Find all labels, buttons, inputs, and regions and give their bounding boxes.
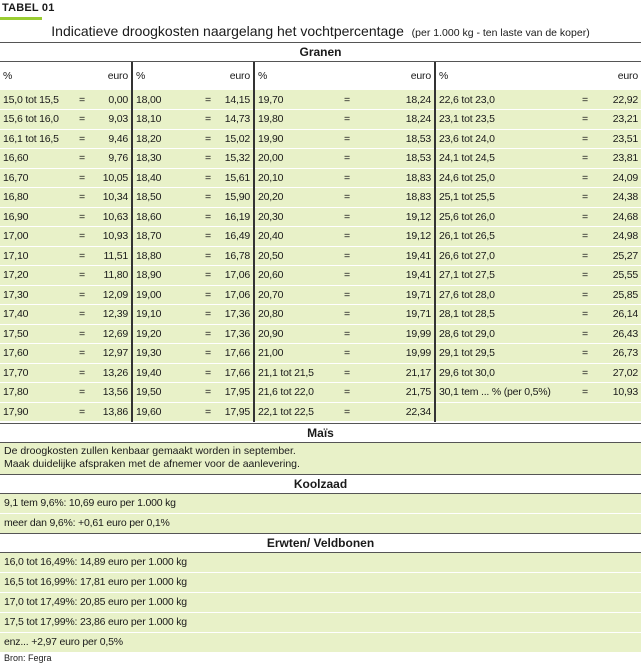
- equals-sign: =: [72, 227, 92, 247]
- table-row: [0, 383, 641, 403]
- col-euro: euro: [595, 62, 641, 90]
- equals-sign: =: [575, 344, 595, 364]
- equals-sign: =: [575, 363, 595, 383]
- equals-sign: =: [72, 344, 92, 364]
- cost-value: 27,02: [595, 363, 641, 383]
- moisture-range: 17,20: [0, 266, 72, 286]
- moisture-range: 17,10: [0, 246, 72, 266]
- moisture-range: 19,10: [132, 305, 198, 325]
- equals-sign: =: [575, 246, 595, 266]
- equals-sign: =: [575, 168, 595, 188]
- equals-sign: =: [72, 324, 92, 344]
- cost-value: 13,56: [92, 383, 132, 403]
- table-row: [0, 90, 641, 110]
- table-row: [0, 363, 641, 383]
- moisture-range: 24,6 tot 25,0: [435, 168, 575, 188]
- cost-value: 10,93: [92, 227, 132, 247]
- table-row: [0, 168, 641, 188]
- granen-table: [0, 62, 641, 422]
- table-row: [0, 207, 641, 227]
- equals-sign: =: [332, 227, 362, 247]
- equals-sign: =: [198, 149, 218, 169]
- moisture-range: 18,50: [132, 188, 198, 208]
- moisture-range: 15,0 tot 15,5: [0, 90, 72, 110]
- cost-value: 23,81: [595, 149, 641, 169]
- table-row: [0, 110, 641, 130]
- equals-sign: =: [198, 363, 218, 383]
- moisture-range: 18,60: [132, 207, 198, 227]
- moisture-range: 25,1 tot 25,5: [435, 188, 575, 208]
- equals-sign: =: [198, 402, 218, 422]
- moisture-range: 20,90: [254, 324, 332, 344]
- tag-underline: [0, 17, 42, 20]
- moisture-range: 27,6 tot 28,0: [435, 285, 575, 305]
- equals-sign: =: [332, 285, 362, 305]
- moisture-range: 16,60: [0, 149, 72, 169]
- moisture-range: 19,20: [132, 324, 198, 344]
- moisture-range: 17,70: [0, 363, 72, 383]
- koolzaad-line: meer dan 9,6%: +0,61 euro per 0,1%: [0, 514, 641, 533]
- cost-value: 24,09: [595, 168, 641, 188]
- title-main: Indicatieve droogkosten naargelang het vochtpercentage: [51, 23, 404, 39]
- cost-value: 21,17: [362, 363, 435, 383]
- moisture-range: 17,60: [0, 344, 72, 364]
- table-row: [0, 402, 641, 422]
- moisture-range: 18,40: [132, 168, 198, 188]
- col-pct: %: [132, 62, 198, 90]
- equals-sign: =: [332, 149, 362, 169]
- moisture-range: 19,90: [254, 129, 332, 149]
- moisture-range: 18,00: [132, 90, 198, 110]
- moisture-range: 16,80: [0, 188, 72, 208]
- moisture-range: 20,00: [254, 149, 332, 169]
- equals-sign: =: [198, 246, 218, 266]
- equals-sign: =: [332, 363, 362, 383]
- table-row: [0, 149, 641, 169]
- cost-value: 15,61: [218, 168, 254, 188]
- moisture-range: 19,30: [132, 344, 198, 364]
- equals-sign: =: [332, 402, 362, 422]
- cost-value: 26,14: [595, 305, 641, 325]
- equals-sign: =: [575, 188, 595, 208]
- equals-sign: =: [575, 285, 595, 305]
- moisture-range: 19,70: [254, 90, 332, 110]
- moisture-range: 17,50: [0, 324, 72, 344]
- mais-line-2: Maak duidelijke afspraken met de afnemer voor de aanlevering.: [4, 458, 300, 470]
- cost-value: 12,97: [92, 344, 132, 364]
- cost-value: 26,73: [595, 344, 641, 364]
- equals-sign: =: [332, 246, 362, 266]
- table-row: [0, 266, 641, 286]
- equals-sign: =: [198, 344, 218, 364]
- cost-value: 14,15: [218, 90, 254, 110]
- moisture-range: 18,80: [132, 246, 198, 266]
- equals-sign: =: [72, 90, 92, 110]
- moisture-range: 21,00: [254, 344, 332, 364]
- moisture-range: 17,80: [0, 383, 72, 403]
- moisture-range: 24,1 tot 24,5: [435, 149, 575, 169]
- section-header-koolzaad: Koolzaad: [0, 474, 641, 494]
- equals-sign: =: [332, 324, 362, 344]
- equals-sign: =: [198, 207, 218, 227]
- cost-value: 15,32: [218, 149, 254, 169]
- source-note: Bron: Fegra: [4, 653, 52, 663]
- cost-value: 18,83: [362, 168, 435, 188]
- equals-sign: =: [332, 266, 362, 286]
- moisture-range: 27,1 tot 27,5: [435, 266, 575, 286]
- cost-value: 17,95: [218, 383, 254, 403]
- equals-sign: =: [72, 149, 92, 169]
- col-pct: %: [0, 62, 72, 90]
- equals-sign: =: [575, 207, 595, 227]
- equals-sign: =: [198, 305, 218, 325]
- table-row: [0, 344, 641, 364]
- moisture-range: 26,6 tot 27,0: [435, 246, 575, 266]
- cost-value: 25,85: [595, 285, 641, 305]
- equals-sign: =: [72, 402, 92, 422]
- equals-sign: =: [575, 324, 595, 344]
- moisture-range: 28,6 tot 29,0: [435, 324, 575, 344]
- cost-value: 16,78: [218, 246, 254, 266]
- equals-sign: =: [575, 129, 595, 149]
- equals-sign: =: [72, 129, 92, 149]
- cost-value: 17,95: [218, 402, 254, 422]
- moisture-range: 17,30: [0, 285, 72, 305]
- equals-sign: =: [72, 266, 92, 286]
- cost-value: 17,36: [218, 305, 254, 325]
- equals-sign: =: [332, 188, 362, 208]
- moisture-range: 17,40: [0, 305, 72, 325]
- moisture-range: 20,30: [254, 207, 332, 227]
- cost-value: 17,06: [218, 266, 254, 286]
- moisture-range: 20,60: [254, 266, 332, 286]
- cost-value: 10,93: [595, 383, 641, 403]
- moisture-range: 22,1 tot 22,5: [254, 402, 332, 422]
- moisture-range: 20,50: [254, 246, 332, 266]
- equals-sign: =: [72, 383, 92, 403]
- cost-value: 24,38: [595, 188, 641, 208]
- moisture-range: 19,00: [132, 285, 198, 305]
- equals-sign: =: [198, 266, 218, 286]
- cost-value: 25,27: [595, 246, 641, 266]
- equals-sign: =: [198, 285, 218, 305]
- cost-value: 15,02: [218, 129, 254, 149]
- moisture-range: 18,20: [132, 129, 198, 149]
- table-row: [0, 227, 641, 247]
- moisture-range: 20,40: [254, 227, 332, 247]
- equals-sign: =: [72, 188, 92, 208]
- cost-value: 22,92: [595, 90, 641, 110]
- moisture-range: 15,6 tot 16,0: [0, 110, 72, 130]
- cost-value: 12,39: [92, 305, 132, 325]
- cost-value: 12,69: [92, 324, 132, 344]
- moisture-range: 30,1 tem ... % (per 0,5%): [435, 383, 575, 403]
- equals-sign: =: [332, 110, 362, 130]
- table-row: [0, 188, 641, 208]
- equals-sign: =: [332, 168, 362, 188]
- cost-value: 15,90: [218, 188, 254, 208]
- cost-value: 24,68: [595, 207, 641, 227]
- table-title: [0, 23, 641, 39]
- table-row: [0, 129, 641, 149]
- koolzaad-line: 9,1 tem 9,6%: 10,69 euro per 1.000 kg: [0, 494, 641, 513]
- cost-value: 17,66: [218, 344, 254, 364]
- moisture-range: 20,80: [254, 305, 332, 325]
- equals-sign: =: [72, 363, 92, 383]
- erwten-line: 16,0 tot 16,49%: 14,89 euro per 1.000 kg: [0, 553, 641, 572]
- table-tag: TABEL 01: [2, 2, 55, 14]
- moisture-range: 20,10: [254, 168, 332, 188]
- moisture-range: 21,1 tot 21,5: [254, 363, 332, 383]
- equals-sign: =: [575, 266, 595, 286]
- cost-value: 19,71: [362, 305, 435, 325]
- cost-value: 21,75: [362, 383, 435, 403]
- cost-value: 18,83: [362, 188, 435, 208]
- cost-value: [595, 402, 641, 422]
- moisture-range: 22,6 tot 23,0: [435, 90, 575, 110]
- moisture-range: 25,6 tot 26,0: [435, 207, 575, 227]
- moisture-range: 19,40: [132, 363, 198, 383]
- moisture-range: 18,10: [132, 110, 198, 130]
- col-euro: euro: [362, 62, 435, 90]
- cost-value: 13,26: [92, 363, 132, 383]
- moisture-range: 26,1 tot 26,5: [435, 227, 575, 247]
- equals-sign: =: [72, 246, 92, 266]
- cost-value: 12,09: [92, 285, 132, 305]
- cost-value: 22,34: [362, 402, 435, 422]
- equals-sign: =: [72, 168, 92, 188]
- moisture-range: 19,80: [254, 110, 332, 130]
- moisture-range: 19,60: [132, 402, 198, 422]
- equals-sign: =: [198, 110, 218, 130]
- cost-value: 9,76: [92, 149, 132, 169]
- cost-value: 19,12: [362, 207, 435, 227]
- equals-sign: =: [198, 227, 218, 247]
- moisture-range: 18,30: [132, 149, 198, 169]
- equals-sign: [575, 402, 595, 422]
- cost-value: 10,63: [92, 207, 132, 227]
- cost-value: 17,06: [218, 285, 254, 305]
- cost-value: 9,03: [92, 110, 132, 130]
- cost-value: 19,41: [362, 246, 435, 266]
- col-euro: euro: [218, 62, 254, 90]
- equals-sign: =: [575, 227, 595, 247]
- table-row: [0, 246, 641, 266]
- moisture-range: [435, 402, 575, 422]
- moisture-range: 17,00: [0, 227, 72, 247]
- equals-sign: =: [72, 285, 92, 305]
- section-header-granen: Granen: [0, 42, 641, 62]
- cost-value: 17,66: [218, 363, 254, 383]
- cost-value: 23,21: [595, 110, 641, 130]
- moisture-range: 18,90: [132, 266, 198, 286]
- cost-value: 18,24: [362, 90, 435, 110]
- equals-sign: =: [332, 90, 362, 110]
- equals-sign: =: [575, 110, 595, 130]
- cost-value: 0,00: [92, 90, 132, 110]
- moisture-range: 23,6 tot 24,0: [435, 129, 575, 149]
- equals-sign: =: [198, 90, 218, 110]
- equals-sign: =: [72, 110, 92, 130]
- moisture-range: 20,20: [254, 188, 332, 208]
- equals-sign: =: [198, 129, 218, 149]
- moisture-range: 18,70: [132, 227, 198, 247]
- moisture-range: 20,70: [254, 285, 332, 305]
- table-row: [0, 305, 641, 325]
- erwten-line: 17,0 tot 17,49%: 20,85 euro per 1.000 kg: [0, 593, 641, 612]
- col-pct: %: [254, 62, 332, 90]
- moisture-range: 21,6 tot 22,0: [254, 383, 332, 403]
- cost-value: 26,43: [595, 324, 641, 344]
- cost-value: 13,86: [92, 402, 132, 422]
- cost-value: 23,51: [595, 129, 641, 149]
- cost-value: 18,53: [362, 129, 435, 149]
- title-subtitle: (per 1.000 kg - ten laste van de koper): [411, 27, 590, 39]
- equals-sign: =: [198, 324, 218, 344]
- equals-sign: =: [72, 305, 92, 325]
- cost-value: 19,71: [362, 285, 435, 305]
- equals-sign: =: [575, 149, 595, 169]
- col-euro: euro: [92, 62, 132, 90]
- equals-sign: =: [198, 188, 218, 208]
- section-header-erwten: Erwten/ Veldbonen: [0, 533, 641, 553]
- equals-sign: =: [332, 129, 362, 149]
- moisture-range: 19,50: [132, 383, 198, 403]
- equals-sign: =: [332, 305, 362, 325]
- erwten-line: enz... +2,97 euro per 0,5%: [0, 633, 641, 652]
- column-header-row: [0, 62, 641, 90]
- moisture-range: 29,1 tot 29,5: [435, 344, 575, 364]
- equals-sign: =: [72, 207, 92, 227]
- equals-sign: =: [198, 383, 218, 403]
- equals-sign: =: [198, 168, 218, 188]
- cost-value: 17,36: [218, 324, 254, 344]
- cost-value: 19,99: [362, 344, 435, 364]
- table-row: [0, 324, 641, 344]
- mais-line-1: De droogkosten zullen kenbaar gemaakt worden in september.: [4, 445, 296, 457]
- cost-value: 10,34: [92, 188, 132, 208]
- cost-value: 16,19: [218, 207, 254, 227]
- cost-value: 25,55: [595, 266, 641, 286]
- moisture-range: 29,6 tot 30,0: [435, 363, 575, 383]
- col-pct: %: [435, 62, 575, 90]
- equals-sign: =: [575, 383, 595, 403]
- cost-value: 18,24: [362, 110, 435, 130]
- cost-value: 11,51: [92, 246, 132, 266]
- moisture-range: 28,1 tot 28,5: [435, 305, 575, 325]
- table-row: [0, 285, 641, 305]
- moisture-range: 16,70: [0, 168, 72, 188]
- moisture-range: 16,90: [0, 207, 72, 227]
- erwten-line: 16,5 tot 16,99%: 17,81 euro per 1.000 kg: [0, 573, 641, 592]
- equals-sign: =: [332, 383, 362, 403]
- cost-value: 9,46: [92, 129, 132, 149]
- cost-value: 11,80: [92, 266, 132, 286]
- equals-sign: =: [575, 90, 595, 110]
- cost-value: 16,49: [218, 227, 254, 247]
- equals-sign: =: [575, 305, 595, 325]
- cost-value: 10,05: [92, 168, 132, 188]
- cost-value: 19,12: [362, 227, 435, 247]
- erwten-line: 17,5 tot 17,99%: 23,86 euro per 1.000 kg: [0, 613, 641, 632]
- equals-sign: =: [332, 344, 362, 364]
- moisture-range: 16,1 tot 16,5: [0, 129, 72, 149]
- section-header-mais: Maïs: [0, 423, 641, 443]
- equals-sign: =: [332, 207, 362, 227]
- moisture-range: 17,90: [0, 402, 72, 422]
- cost-value: 19,41: [362, 266, 435, 286]
- cost-value: 18,53: [362, 149, 435, 169]
- moisture-range: 23,1 tot 23,5: [435, 110, 575, 130]
- cost-value: 14,73: [218, 110, 254, 130]
- cost-value: 24,98: [595, 227, 641, 247]
- cost-value: 19,99: [362, 324, 435, 344]
